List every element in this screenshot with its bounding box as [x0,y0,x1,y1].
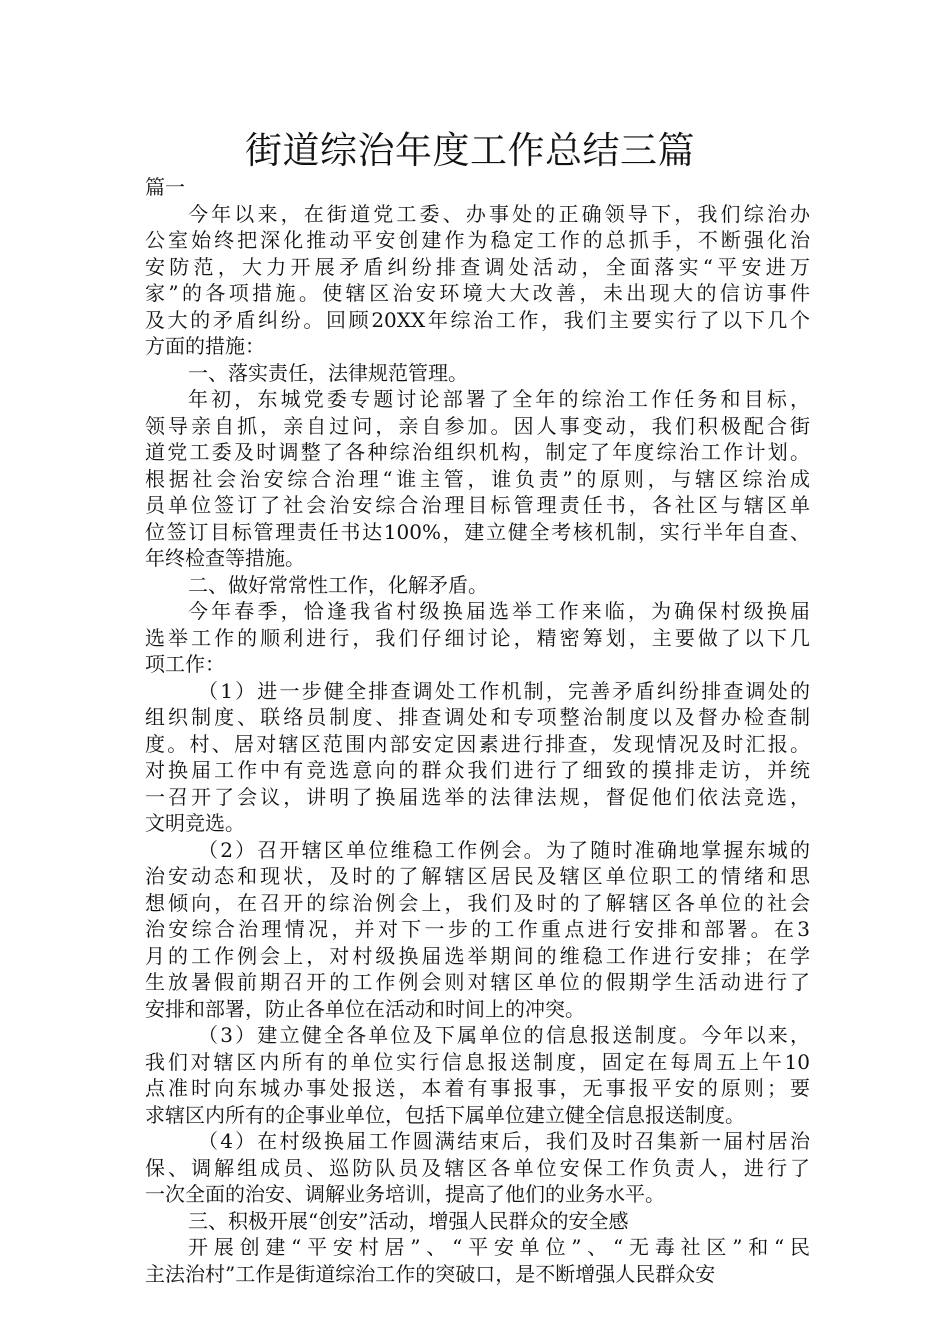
text-line: 治安综合治理情况，并对下一步的工作重点进行安排和部署。在3 [145,917,810,941]
text-line: 主法治村”工作是街道综治工作的突破口，是不断增强人民群众安 [145,1261,716,1286]
text-line: 员单位签订了社会治安综合治理目标管理责任书，各社区与辖区单 [145,493,810,517]
text-line: （1）进一步健全排查调处工作机制，完善矛盾纠纷排查调处的 [198,678,810,703]
text-line: 求辖区内所有的企事业单位，包括下属单位建立健全信息报送制度。 [145,1102,745,1127]
numbered-paragraph [145,678,810,837]
text-line: 安排和部署，防止各单位在活动和时间上的冲突。 [145,996,585,1021]
text-line: 安防范，大力开展矛盾纠纷排查调处活动，全面落实“平安进万 [145,254,810,279]
text-line: 文明竞选。 [145,811,245,835]
text-line: 一、落实责任，法律规范管理。 [188,360,468,385]
text-line: 想倾向，在召开的综治例会上，我们及时的了解辖区各单位的社会 [145,890,810,915]
text-line: 保、调解组成员、巡防队员及辖区各单位安保工作负责人，进行了 [145,1155,810,1180]
section-heading [145,572,810,599]
numbered-paragraph [145,1022,810,1128]
body-paragraph [145,386,810,572]
document-body [145,201,810,1288]
numbered-paragraph [145,837,810,1023]
text-line: 选举工作的顺利进行，我们仔细讨论，精密筹划，主要做了以下几 [145,625,810,650]
section-heading [145,1208,810,1235]
section-heading [145,360,810,387]
text-line: 方面的措施： [145,334,265,358]
text-line: 今年以来，在街道党工委、办事处的正确领导下，我们综治办 [188,201,810,226]
text-line: 年终检查等措施。 [145,546,305,570]
text-line: 月的工作例会上，对村级换届选举期间的维稳工作进行安排；在学 [145,943,810,968]
text-line: 领导亲自抓，亲自过问，亲自参加。因人事变动，我们积极配合街 [145,413,810,438]
text-line: 点准时向东城办事处报送，本着有事报事，无事报平安的原则；要 [145,1076,810,1100]
text-line: 二、做好常常性工作，化解矛盾。 [188,572,488,597]
text-line: 生放暑假前期召开的工作例会则对辖区单位的假期学生活动进行了 [145,970,810,994]
document-title: 街道综治年度工作总结三篇 [245,129,695,172]
text-line: 道党工委及时调整了各种综治组织机构，制定了年度综治工作计划。 [145,440,810,464]
numbered-paragraph [145,1128,810,1208]
body-paragraph [145,1234,810,1287]
text-line: （3）建立健全各单位及下属单位的信息报送制度。今年以来， [198,1023,810,1047]
text-line: 我们对辖区内所有的单位实行信息报送制度，固定在每周五上午10 [145,1049,810,1074]
text-line: （4）在村级换届工作圆满结束后，我们及时召集新一届村居治 [198,1129,810,1153]
body-paragraph [145,201,810,360]
text-line: 根据社会治安综合治理“谁主管，谁负责”的原则，与辖区综治成 [145,466,810,491]
text-line: 三、积极开展“创安”活动，增强人民群众的安全感 [188,1208,629,1233]
text-line: 对换届工作中有竞选意向的群众我们进行了细致的摸排走访，并统 [145,758,810,782]
section-label: 篇一 [145,175,185,199]
text-line: 开展创建“平安村居”、“平安单位”、“无毒社区”和“民 [188,1235,810,1259]
text-line: 一召开了会议，讲明了换届选举的法律法规，督促他们依法竞选， [145,784,810,809]
text-line: 及大的矛盾纠纷。回顾20XX年综治工作，我们主要实行了以下几个 [145,307,810,332]
text-line: 家”的各项措施。使辖区治安环境大大改善，未出现大的信访事件 [145,281,810,305]
text-line: 一次全面的治安、调解业务培训，提高了他们的业务水平。 [145,1182,665,1206]
text-line: 年初，东城党委专题讨论部署了全年的综治工作任务和目标， [188,387,810,411]
document-page [145,128,810,1287]
text-line: 组织制度、联络员制度、排查调处和专项整治制度以及督办检查制 [145,705,810,729]
text-line: 位签订目标管理责任书达100%，建立健全考核机制，实行半年自查、 [145,519,810,544]
text-line: 公室始终把深化推动平安创建作为稳定工作的总抓手，不断强化治 [145,228,810,252]
text-line: 度。村、居对辖区范围内部安定因素进行排查，发现情况及时汇报。 [145,731,810,756]
text-line: 治安动态和现状，及时的了解辖区居民及辖区单位职工的情绪和思 [145,864,810,888]
text-line: （2）召开辖区单位维稳工作例会。为了随时准确地掌握东城的 [198,837,810,862]
text-line: 项工作： [145,652,225,676]
text-line: 今年春季，恰逢我省村级换届选举工作来临，为确保村级换届 [188,599,810,623]
body-paragraph [145,598,810,678]
